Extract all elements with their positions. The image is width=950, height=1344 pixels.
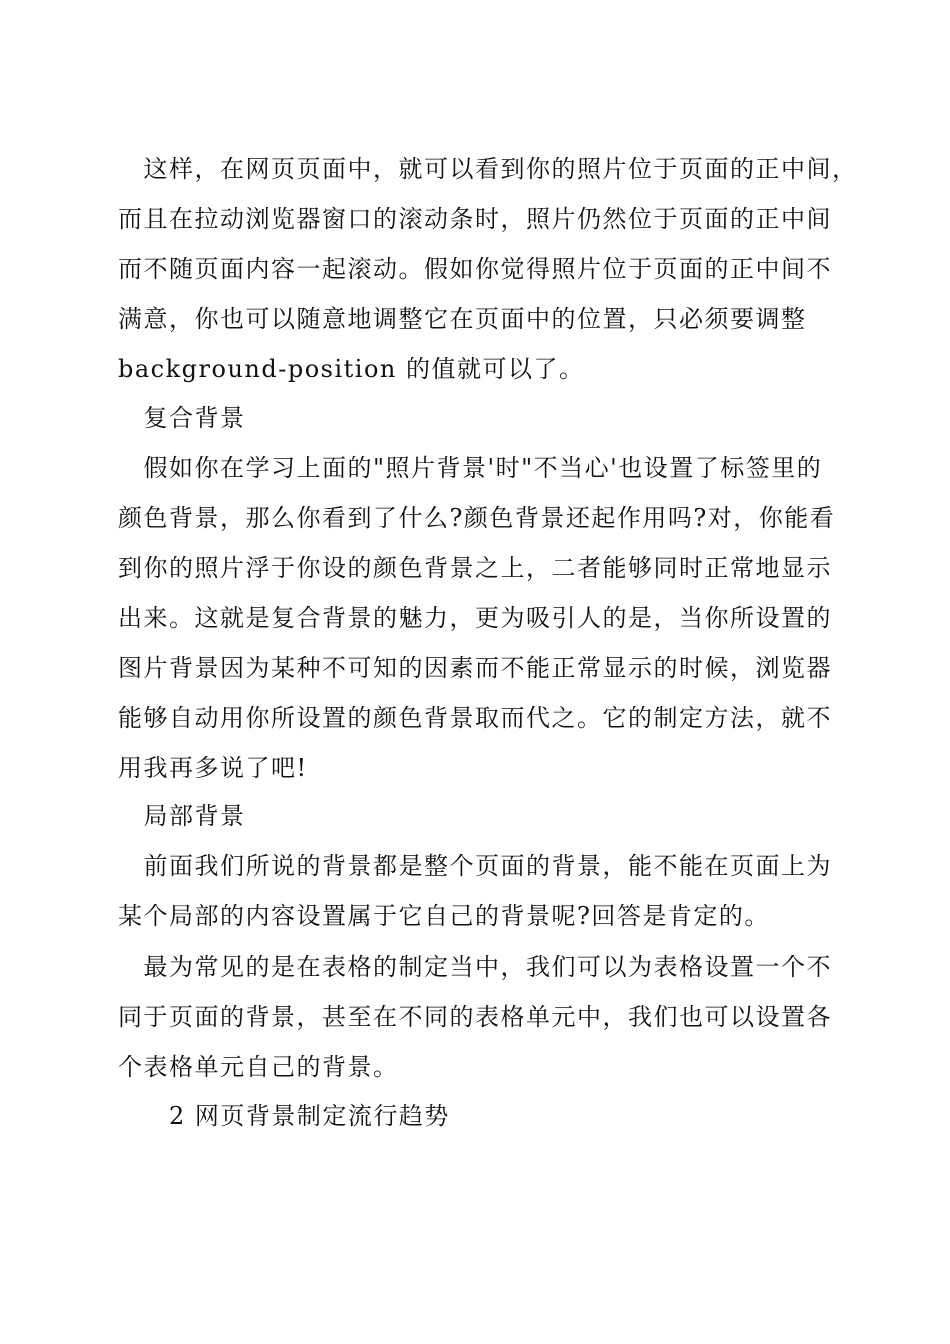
- text-line: 到你的照片浮于你设的颜色背景之上，二者能够同时正常地显示: [118, 554, 832, 582]
- text-line: 图片背景因为某种不可知的因素而不能正常显示的时候，浏览器: [118, 654, 832, 682]
- text-line: 出来。这就是复合背景的魅力，更为吸引人的是，当你所设置的: [118, 604, 832, 632]
- text-line: 个表格单元自己的背景。: [118, 1053, 399, 1081]
- text-line: 用我再多说了吧!: [118, 754, 308, 782]
- text-line: 最为常见的是在表格的制定当中，我们可以为表格设置一个不: [118, 953, 832, 981]
- text-line: background-position 的值就可以了。: [118, 355, 585, 383]
- text-line: 满意，你也可以随意地调整它在页面中的位置，只必须要调整: [118, 305, 807, 333]
- text-line: 能够自动用你所设置的颜色背景取而代之。它的制定方法，就不: [118, 704, 832, 732]
- text-line: 同于页面的背景，甚至在不同的表格单元中，我们也可以设置各: [118, 1003, 832, 1031]
- text-line: 这样，在网页页面中，就可以看到你的照片位于页面的正中间，: [118, 155, 858, 183]
- text-line: 某个局部的内容设置属于它自己的背景呢?回答是肯定的。: [118, 902, 770, 930]
- text-line: 假如你在学习上面的"照片背景'时"不当心'也设置了标签里的: [118, 454, 823, 482]
- section-heading: 复合背景: [118, 404, 246, 432]
- text-line: 而不随页面内容一起滚动。假如你觉得照片位于页面的正中间不: [118, 255, 832, 283]
- section-heading: 2 网页背景制定流行趋势: [118, 1102, 450, 1130]
- text-line: 前面我们所说的背景都是整个页面的背景，能不能在页面上为: [118, 852, 832, 880]
- text-line: 而且在拉动浏览器窗口的滚动条时，照片仍然位于页面的正中间: [118, 205, 832, 233]
- section-heading: 局部背景: [118, 802, 246, 830]
- text-line: 颜色背景，那么你看到了什么?颜色背景还起作用吗?对，你能看: [118, 504, 836, 532]
